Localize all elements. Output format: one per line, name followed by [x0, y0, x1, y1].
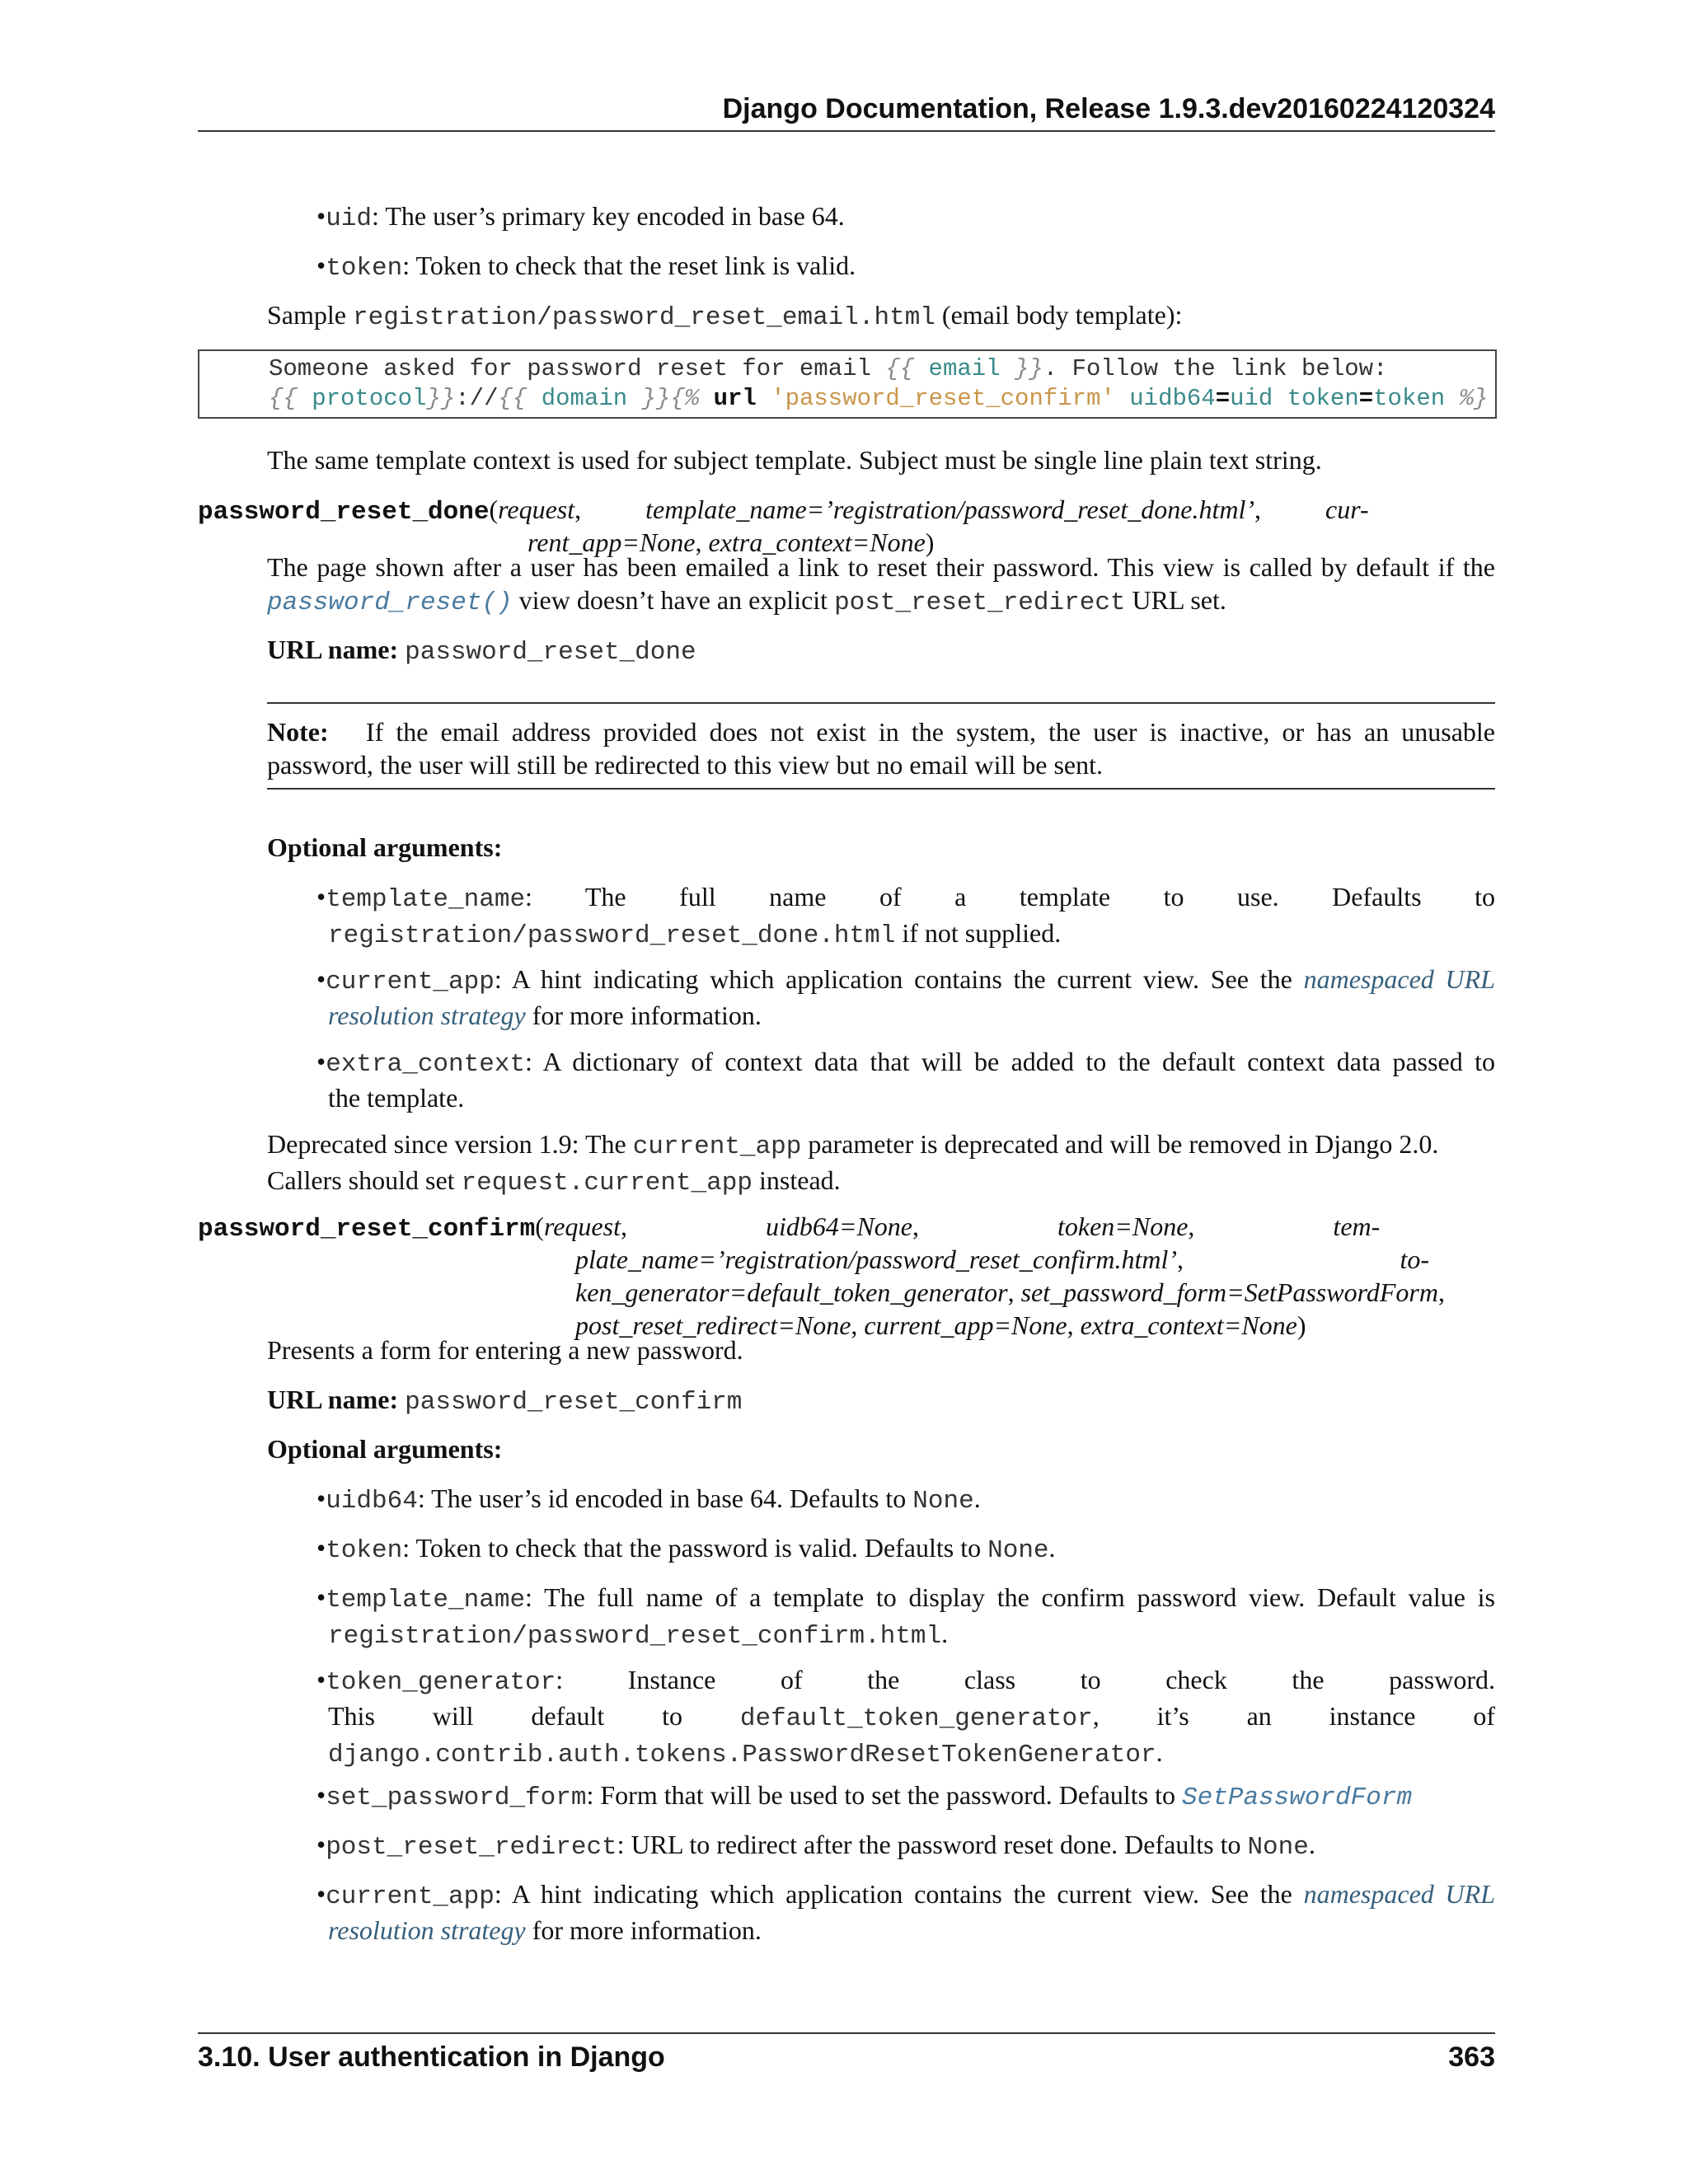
list-item: • template_name: The full name of a template to use. Defaults to registration/password_reset_done.html if not supplied.	[316, 880, 1495, 953]
deprecation-note: Deprecated since version 1.9: The current_app parameter is deprecated and will be removed in Django 2.0. Callers should set request.current_app instead.	[267, 1129, 1439, 1197]
list-item: • current_app: A hint indicating which application contains the current view. See the namespaced URL resolution strategy for more information.	[316, 963, 1495, 1032]
note: Note: If the email address provided does not exist in the system, the user is inactive, or has an unusable password, the user will still be redirected to this view but no email will be sent.	[267, 717, 1496, 780]
password-reset-link[interactable]: password_reset()	[267, 588, 513, 617]
note-top-rule	[267, 702, 1495, 704]
url-name: URL name: password_reset_done	[267, 635, 696, 667]
code-line-2: {{ protocol}}://{{ domain }}{% url 'password_reset_confirm' uidb64=uid token=token %}	[269, 385, 1489, 412]
resolution-strategy-link[interactable]: resolution strategy	[328, 1001, 526, 1030]
list-item: • token: Token to check that the password is valid. Defaults to None.	[316, 1531, 1495, 1568]
description: Presents a form for entering a new password.	[267, 1335, 743, 1365]
note-bottom-rule	[267, 788, 1495, 790]
signature-continuation: post_reset_redirect=None, current_app=None, extra_context=None)	[575, 1310, 1306, 1340]
list-item: • token_generator: Instance of the class to check the password. This will default to default_token_generator, it’s an instance of django.contrib.auth.tokens.PasswordResetTokenGenerator.	[316, 1663, 1495, 1772]
signature-password-reset-confirm: password_reset_confirm(request, uidb64=None, token=None, tem-	[198, 1212, 1381, 1244]
list-item: • template_name: The full name of a template to display the confirm password view. Default value is registration/password_reset_confirm.html.	[316, 1581, 1495, 1653]
footer-section: 3.10. User authentication in Django	[198, 2041, 665, 2073]
list-item: • uid: The user’s primary key encoded in base 64.	[316, 199, 1495, 236]
page-number: 363	[1448, 2041, 1495, 2073]
list-item: • set_password_form: Form that will be used to set the password. Defaults to SetPasswordForm	[316, 1779, 1495, 1815]
url-name: URL name: password_reset_confirm	[267, 1385, 743, 1417]
page-header	[198, 91, 1495, 132]
signature-continuation: ken_generator=default_token_generator, set_password_form=SetPasswordForm,	[575, 1277, 1445, 1307]
signature-continuation: plate_name=’registration/password_reset_confirm.html’, to-	[575, 1244, 1429, 1274]
resolution-strategy-link[interactable]: resolution strategy	[328, 1915, 526, 1945]
page-footer	[198, 2032, 1495, 2077]
description: The page shown after a user has been emailed a link to reset their password. This view is called by default if the password_reset() view doesn’t have an explicit post_reset_redirect URL set.	[267, 552, 1495, 617]
list-item: • extra_context: A dictionary of context data that will be added to the default context data passed to the template.	[316, 1045, 1495, 1114]
namespaced-url-link[interactable]: namespaced URL	[1303, 964, 1496, 994]
signature-password-reset-done: password_reset_done(request, template_name=’registration/password_reset_done.html’, cur-	[198, 494, 1369, 527]
optional-arguments-label: Optional arguments:	[267, 1434, 503, 1464]
code-block	[198, 349, 1497, 419]
paragraph: The same template context is used for subject template. Subject must be single line plain text string.	[267, 445, 1322, 475]
optional-arguments-label: Optional arguments:	[267, 832, 503, 862]
set-password-form-link[interactable]: SetPasswordForm	[1182, 1783, 1413, 1812]
list-item: • current_app: A hint indicating which application contains the current view. See the namespaced URL resolution strategy for more information.	[316, 1877, 1495, 1947]
list-item: • token: Token to check that the reset link is valid.	[316, 249, 1495, 285]
header-title: Django Documentation, Release 1.9.3.dev20160224120324	[722, 93, 1495, 124]
signature-continuation: rent_app=None, extra_context=None)	[528, 527, 935, 557]
sample-line: Sample registration/password_reset_email.html (email body template):	[267, 300, 1183, 332]
namespaced-url-link[interactable]: namespaced URL	[1303, 1879, 1496, 1909]
list-item: • uidb64: The user’s id encoded in base 64. Defaults to None.	[316, 1482, 1495, 1518]
list-item: • post_reset_redirect: URL to redirect after the password reset done. Defaults to None.	[316, 1828, 1495, 1864]
code-line-1: Someone asked for password reset for email {{ email }}. Follow the link below:	[269, 355, 1388, 382]
